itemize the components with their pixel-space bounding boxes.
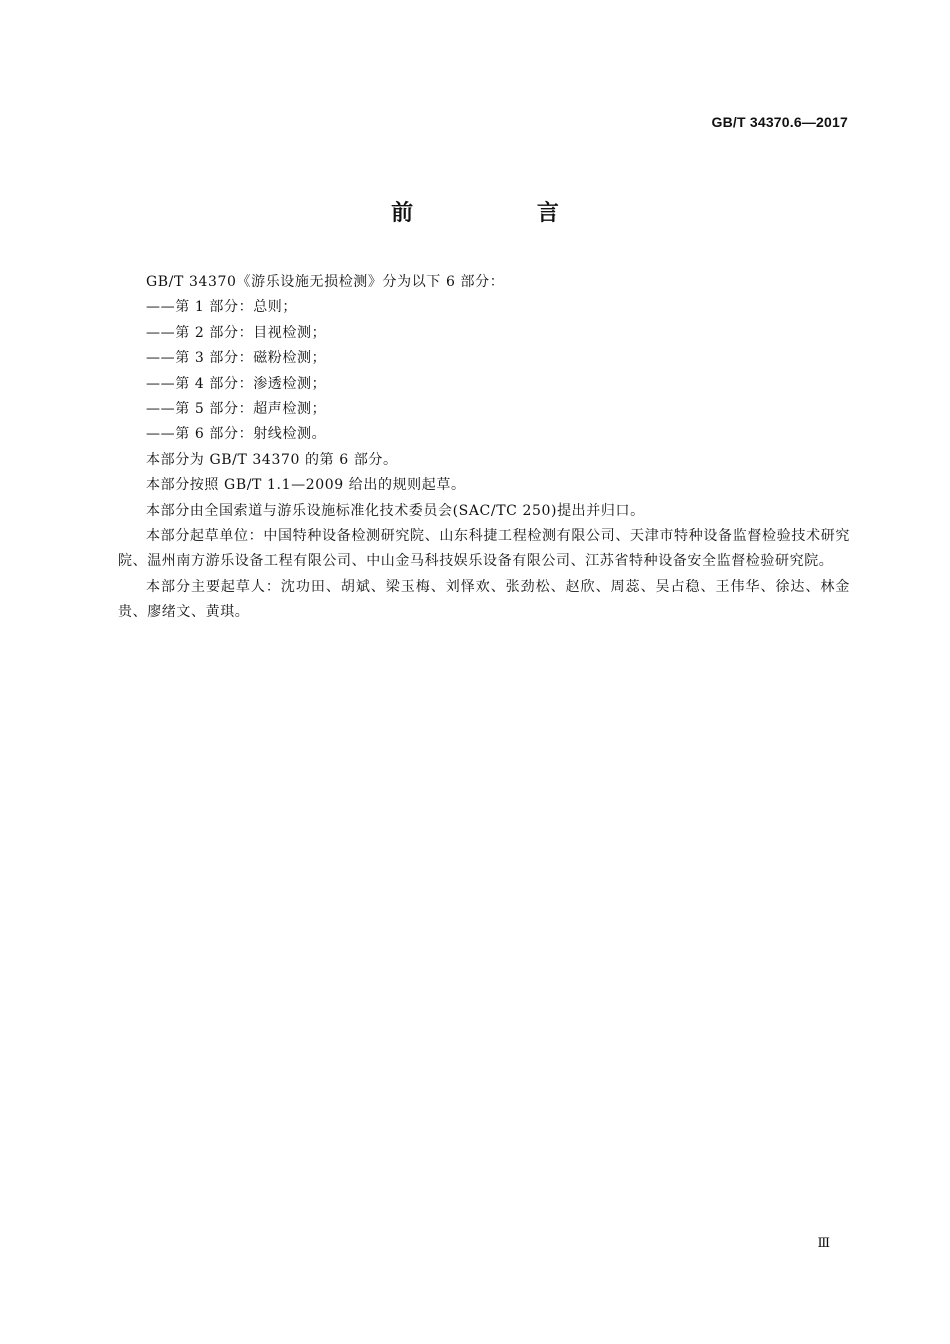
page-title: 前 言 (391, 201, 617, 226)
page-number: Ⅲ (817, 1236, 830, 1251)
paragraph-drafting-units: 本部分起草单位：中国特种设备检测研究院、山东科捷工程检测有限公司、天津市特种设备监督检验技术研究院、温州南方游乐设备工程有限公司、中山金马科技娱乐设备有限公司、江苏省特种设备安全监督检验研究院。 (118, 528, 850, 570)
list-item-part-5: ——第 5 部分：超声检测； (146, 401, 327, 418)
paragraph-drafting-rules: 本部分按照 GB/T 1.1—2009 给出的规则起草。 (146, 477, 466, 494)
list-item-part-3: ——第 3 部分：磁粉检测； (146, 350, 327, 367)
list-item-part-4: ——第 4 部分：渗透检测； (146, 375, 327, 392)
paragraph-intro: GB/T 34370《游乐设施无损检测》分为以下 6 部分： (146, 274, 505, 290)
paragraph-proposer: 本部分由全国索道与游乐设施标准化技术委员会(SAC/TC 250)提出并归口。 (146, 502, 645, 519)
paragraph-part-statement: 本部分为 GB/T 34370 的第 6 部分。 (146, 451, 398, 468)
list-item-part-2: ——第 2 部分：目视检测； (146, 324, 327, 341)
foreword-body (118, 270, 850, 626)
standard-code: GB/T 34370.6—2017 (711, 114, 848, 130)
list-item-part-1: ——第 1 部分：总则； (146, 299, 298, 316)
list-item-part-6: ——第 6 部分：射线检测。 (146, 426, 327, 443)
paragraph-drafters: 本部分主要起草人：沈功田、胡斌、梁玉梅、刘怿欢、张劲松、赵欣、周蕊、吴占稳、王伟华、徐达、林金贵、廖绪文、黄琪。 (118, 578, 850, 621)
